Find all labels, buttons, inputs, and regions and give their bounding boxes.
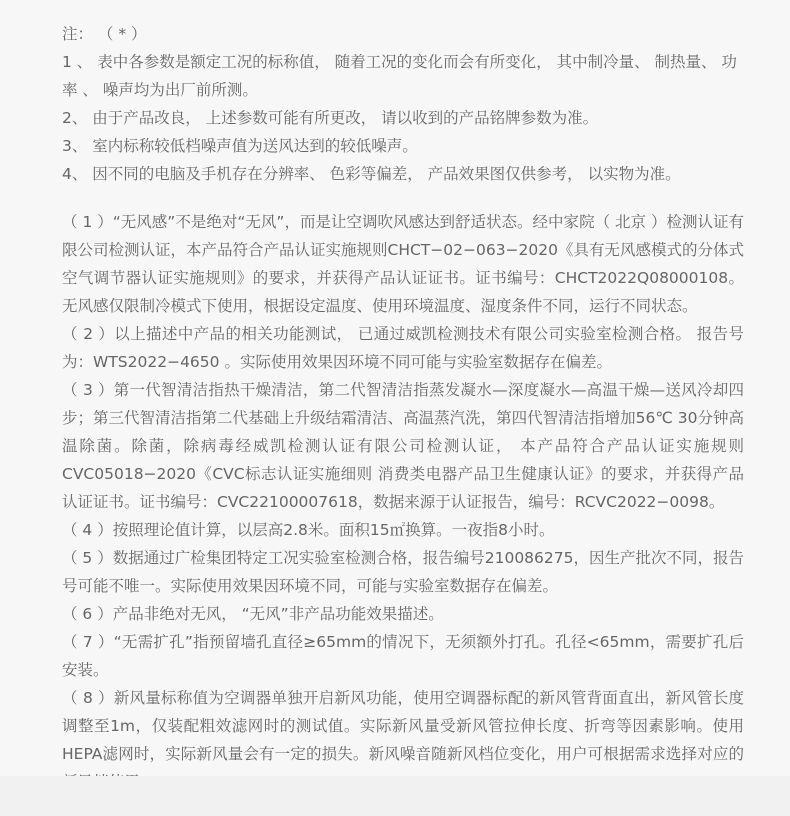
cert-item-4: （ 4 ）按照理论值计算，以层高2.8米。面积15㎡换算。一夜指8小时。 (62, 521, 555, 539)
note-item-2: 2、 由于产品改良， 上述参数可能有所更改， 请以收到的产品铭牌参数为准。 (62, 109, 599, 127)
cert-item-7: （ 7 ）“无需扩孔”指预留墙孔直径≥65mm的情况下，无须额外打孔。孔径<65mm，需要扩孔后安装。 (62, 633, 744, 679)
cert-item-5: （ 5 ）数据通过广检集团特定工况实验室检测合格，报告编号210086275，因生产批次不同，报告号可能不唯一。实际使用效果因环境不同，可能与实验室数据存在偏差。 (62, 549, 744, 595)
cert-item-2: （ 2 ）以上描述中产品的相关功能测试， 已通过威凯检测技术有限公司实验室检测合格。 报告号为：WTS2022−4650 。实际使用效果因环境不同可能与实验室数据存在偏差。 (62, 325, 744, 371)
cert-item-8: （ 8 ）新风量标称值为空调器单独开启新风功能，使用空调器标配的新风管背面直出，新风管长度调整至1m，仅装配粗效滤网时的测试值。实际新风量受新风管拉伸长度、折弯等因素影响。使用HEPA滤网时，实际新风量会有一定的损失。新风噪音随新风档位变化，用户可根据需求选择对应的 (62, 689, 744, 763)
cert-item-3: （ 3 ）第一代智清洁指热干燥清洁，第二代智清洁指蒸发凝水—深度凝水—高温干燥—送风冷却四步；第三代智清洁指第二代基础上升级结霜清洁、高温蒸汽洗，第四代智清洁指增加56℃ 30分钟高温除菌。除菌，除病毒经威凯检测认证有限公司检测认证， 本产品符合产品认证实施规则CVC05018−2020《CVC标志认证实施细则 消费类电器产品卫生健康认证》的要求，并获得产品认证证书。证书编号：CVC22100007618，数据来源于认证报告，编号：RCVC2022−0098。 (62, 381, 744, 511)
note-item-1: 1 、 表中各参数是额定工况的标称值， 随着工况的变化而会有所变化， 其中制冷量、 制热量、 功率 、 噪声均为出厂前所测。 (62, 53, 737, 99)
notes-section (62, 20, 744, 188)
cert-item-1: （ 1 ）“无风感”不是绝对“无风”，而是让空调吹风感达到舒适状态。经中家院（ 北京 ）检测认证有限公司检测认证，本产品符合产品认证实施规则CHCT−02−063−2020《具有无风感模式的分体式空气调节器认证实施规则》的要求，并获得产品认证证书。证书编号：CHCT2022Q08000108。无风感仅限制冷模式下使用，根据设定温度、使用环境温度、湿度条件不同，运行不同状态。 (62, 213, 744, 315)
bottom-band (0, 776, 790, 816)
note-item-3: 3、 室内标称较低档噪声值为送风达到的较低噪声。 (62, 137, 418, 155)
note-item-4: 4、 因不同的电脑及手机存在分辨率、 色彩等偏差， 产品效果图仅供参考， 以实物为准。 (62, 165, 681, 183)
notes-heading: 注： （ * ） (62, 25, 147, 43)
certification-notes (62, 208, 744, 796)
cert-item-6: （ 6 ）产品非绝对无风， “无风”非产品功能效果描述。 (62, 605, 444, 623)
